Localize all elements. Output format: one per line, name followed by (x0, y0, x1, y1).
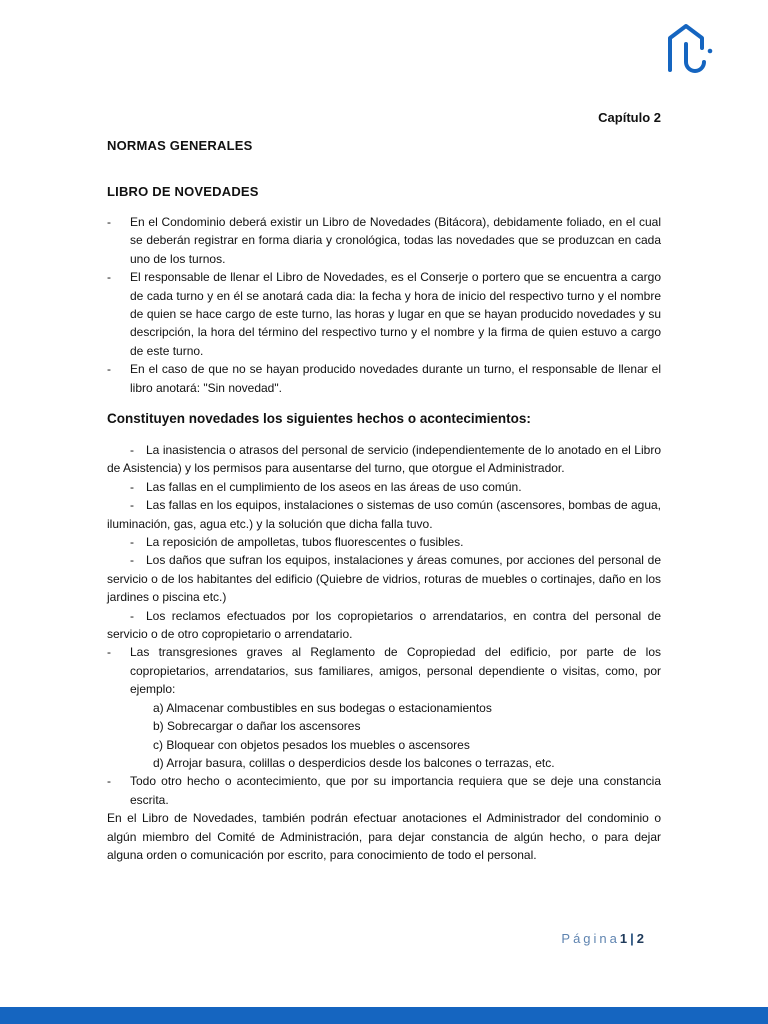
closing-paragraph: En el Libro de Novedades, también podrán efectuar anotaciones el Administrador del condominio o algún miembro del Comité de Administración, para dejar constancia de algún hecho, o para dejar alguna orden o comunicación por escrito, para conocimiento de todo el personal. (107, 811, 661, 862)
list-item: - Las transgresiones graves al Reglamento de Copropiedad del edificio, por parte de los copropietarios, arrendatarios, sus familiares, amigos, personal dependiente o visitas, como, por ejemplo: (107, 645, 661, 697)
example-item: a) Almacenar combustibles en sus bodegas o estacionamientos (153, 700, 492, 715)
list-item: - Los reclamos efectuados por los copropietarios o arrendatarios, en contra del personal de servicio o de otro copropietario o arrendatario. (107, 608, 661, 642)
list-item: - En el Condominio deberá existir un Libro de Novedades (Bitácora), debidamente foliado, en el cual se deberán registrar en forma diaria y cronológica, todas las novedades que se produzcan en cada uno de los turnos. (107, 215, 661, 266)
rules-list (107, 213, 661, 397)
total-pages: 2 (636, 931, 644, 946)
example-item: d) Arrojar basura, colillas o desperdicios desde los balcones o terrazas, etc. (153, 755, 555, 770)
house-logo-icon (662, 20, 716, 80)
list-item: - El responsable de llenar el Libro de Novedades, es el Conserje o portero que se encuentra a cargo de cada turno y en él se anotará cada dia: la fecha y hora de inicio del respectivo turno y el nombre de quien se hace cargo de este turno, las horas y lugar en que se hayan producido novedades y su descripción, la hora del término del respectivo turno y el nombre y la firma de quien estuvo a cargo de este turno. (107, 270, 661, 358)
footer-bar (0, 1007, 768, 1024)
current-page: 1 (619, 931, 628, 946)
list-item: - Los daños que sufran los equipos, instalaciones y áreas comunes, por acciones del personal de servicio o de los habitantes del edificio (Quiebre de vidrios, roturas de muebles o cortinajes, daño en los jardines o piscina etc.) (107, 553, 661, 605)
page-separator: | (630, 931, 634, 946)
list-item: - En el caso de que no se hayan producido novedades durante un turno, el responsable de llenar el libro anotará: "Sin novedad". (107, 362, 661, 395)
list-item: - Todo otro hecho o acontecimiento, que por su importancia requiera que se deje una constancia escrita. (107, 774, 661, 807)
list-item: - La inasistencia o atrasos del personal de servicio (independientemente de lo anotado en el Libro de Asistencia) y los permisos para ausentarse del turno, que otorgue el Administrador. (107, 443, 661, 476)
novedades-title: Constituyen novedades los siguientes hechos o acontecimientos: (107, 411, 531, 426)
list-item: - Las fallas en los equipos, instalaciones o sistemas de uso común (ascensores, bombas de agua, iluminación, gas, agua etc.) y la solución que dicha falla tuvo. (107, 498, 661, 531)
list-item: - Las fallas en el cumplimiento de los aseos en las áreas de uso común. (130, 479, 522, 494)
example-item: c) Bloquear con objetos pesados los muebles o ascensores (153, 737, 470, 752)
page-number (561, 931, 644, 946)
example-item: b) Sobrecargar o dañar los ascensores (153, 719, 361, 734)
section-title: NORMAS GENERALES (107, 138, 253, 153)
chapter-label: Capítulo 2 (598, 110, 661, 125)
novedades-list (107, 441, 661, 864)
list-item: - La reposición de ampolletas, tubos fluorescentes o fusibles. (130, 535, 464, 550)
page-word: Página (561, 931, 620, 946)
subsection-title: LIBRO DE NOVEDADES (107, 184, 259, 199)
